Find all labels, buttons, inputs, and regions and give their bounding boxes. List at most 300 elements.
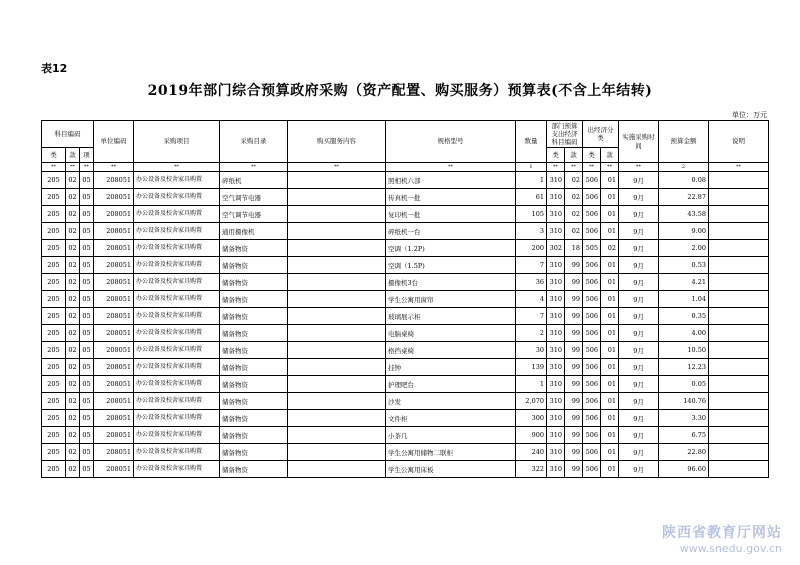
note-cell bbox=[709, 410, 769, 427]
amount-cell: 0.05 bbox=[659, 376, 709, 393]
econ-class-cell: 506 bbox=[583, 342, 601, 359]
econ-section-cell: 01 bbox=[601, 223, 619, 240]
project-cell: 办公设备及校舍家具购置 bbox=[134, 308, 220, 325]
section-cell: 02 bbox=[66, 257, 80, 274]
spec-cell: 学生公寓用储物二联柜 bbox=[386, 444, 516, 461]
marker-cell: ** bbox=[619, 163, 659, 172]
econ-section-cell: 01 bbox=[601, 206, 619, 223]
watermark bbox=[662, 522, 782, 555]
project-cell: 办公设备及校舍家具购置 bbox=[134, 172, 220, 189]
amount-cell: 3.30 bbox=[659, 410, 709, 427]
item-cell: 05 bbox=[80, 461, 94, 478]
spec-cell: 小茶几 bbox=[386, 427, 516, 444]
spec-cell: 护理吧台 bbox=[386, 376, 516, 393]
catalog-cell: 储备物资 bbox=[220, 359, 288, 376]
service-cell bbox=[288, 206, 386, 223]
spec-cell: 照相机六部 bbox=[386, 172, 516, 189]
unit-label: 单位：万元 bbox=[732, 111, 767, 119]
spec-cell: 复印机一批 bbox=[386, 206, 516, 223]
spec-cell: 摄像机3台 bbox=[386, 274, 516, 291]
plan-time-cell: 9月 bbox=[619, 291, 659, 308]
budget-section-cell: 99 bbox=[565, 308, 583, 325]
section-cell: 02 bbox=[66, 393, 80, 410]
budget-class-cell: 310 bbox=[547, 393, 565, 410]
catalog-cell: 储备物资 bbox=[220, 410, 288, 427]
unit-code-cell: 208051 bbox=[94, 325, 134, 342]
header-budget-class: 类 bbox=[547, 148, 565, 163]
service-cell bbox=[288, 427, 386, 444]
econ-section-cell: 01 bbox=[601, 461, 619, 478]
unit-code-cell: 208051 bbox=[94, 376, 134, 393]
plan-time-cell: 9月 bbox=[619, 393, 659, 410]
section-cell: 02 bbox=[66, 444, 80, 461]
budget-class-cell: 310 bbox=[547, 427, 565, 444]
project-cell: 办公设备及校舍家具购置 bbox=[134, 291, 220, 308]
class-cell: 205 bbox=[42, 444, 66, 461]
quantity-cell: 2 bbox=[516, 325, 547, 342]
unit-code-cell: 208051 bbox=[94, 410, 134, 427]
project-cell: 办公设备及校舍家具购置 bbox=[134, 393, 220, 410]
item-cell: 05 bbox=[80, 291, 94, 308]
quantity-cell: 200 bbox=[516, 240, 547, 257]
section-cell: 02 bbox=[66, 308, 80, 325]
item-cell: 05 bbox=[80, 325, 94, 342]
budget-class-cell: 310 bbox=[547, 291, 565, 308]
plan-time-cell: 9月 bbox=[619, 189, 659, 206]
catalog-cell: 储备物资 bbox=[220, 427, 288, 444]
unit-code-cell: 208051 bbox=[94, 461, 134, 478]
table-row bbox=[42, 325, 769, 342]
section-cell: 02 bbox=[66, 410, 80, 427]
budget-section-cell: 99 bbox=[565, 325, 583, 342]
section-cell: 02 bbox=[66, 376, 80, 393]
unit-code-cell: 208051 bbox=[94, 308, 134, 325]
econ-section-cell: 01 bbox=[601, 359, 619, 376]
marker-cell: 1 bbox=[516, 163, 547, 172]
service-cell bbox=[288, 393, 386, 410]
catalog-cell: 储备物资 bbox=[220, 257, 288, 274]
budget-class-cell: 310 bbox=[547, 308, 565, 325]
marker-cell: ** bbox=[386, 163, 516, 172]
service-cell bbox=[288, 342, 386, 359]
budget-section-cell: 99 bbox=[565, 410, 583, 427]
service-cell bbox=[288, 223, 386, 240]
econ-class-cell: 506 bbox=[583, 359, 601, 376]
unit-code-cell: 208051 bbox=[94, 189, 134, 206]
econ-class-cell: 506 bbox=[583, 376, 601, 393]
note-cell bbox=[709, 376, 769, 393]
marker-cell: ** bbox=[547, 163, 565, 172]
marker-cell: ** bbox=[601, 163, 619, 172]
class-cell: 205 bbox=[42, 240, 66, 257]
quantity-cell: 3 bbox=[516, 223, 547, 240]
unit-code-cell: 208051 bbox=[94, 206, 134, 223]
amount-cell: 6.75 bbox=[659, 427, 709, 444]
econ-section-cell: 01 bbox=[601, 393, 619, 410]
catalog-cell: 储备物资 bbox=[220, 461, 288, 478]
quantity-cell: 2,070 bbox=[516, 393, 547, 410]
section-cell: 02 bbox=[66, 342, 80, 359]
catalog-cell: 空气调节电器 bbox=[220, 206, 288, 223]
econ-section-cell: 01 bbox=[601, 291, 619, 308]
service-cell bbox=[288, 444, 386, 461]
catalog-cell: 储备物资 bbox=[220, 291, 288, 308]
budget-section-cell: 02 bbox=[565, 223, 583, 240]
quantity-cell: 1 bbox=[516, 172, 547, 189]
quantity-cell: 139 bbox=[516, 359, 547, 376]
quantity-cell: 300 bbox=[516, 410, 547, 427]
econ-class-cell: 506 bbox=[583, 444, 601, 461]
catalog-cell: 储备物资 bbox=[220, 274, 288, 291]
econ-section-cell: 01 bbox=[601, 325, 619, 342]
amount-cell: 96.60 bbox=[659, 461, 709, 478]
header-spec: 规格型号 bbox=[386, 121, 516, 163]
item-cell: 05 bbox=[80, 206, 94, 223]
header-service: 购买服务内容 bbox=[288, 121, 386, 163]
budget-class-cell: 310 bbox=[547, 410, 565, 427]
marker-cell: ** bbox=[220, 163, 288, 172]
econ-class-cell: 506 bbox=[583, 172, 601, 189]
econ-section-cell: 01 bbox=[601, 308, 619, 325]
econ-class-cell: 506 bbox=[583, 274, 601, 291]
plan-time-cell: 9月 bbox=[619, 240, 659, 257]
amount-cell: 12.23 bbox=[659, 359, 709, 376]
class-cell: 205 bbox=[42, 172, 66, 189]
section-cell: 02 bbox=[66, 427, 80, 444]
section-cell: 02 bbox=[66, 325, 80, 342]
service-cell bbox=[288, 410, 386, 427]
table-row bbox=[42, 240, 769, 257]
amount-cell: 1.04 bbox=[659, 291, 709, 308]
project-cell: 办公设备及校舍家具购置 bbox=[134, 427, 220, 444]
project-cell: 办公设备及校舍家具购置 bbox=[134, 206, 220, 223]
table-row bbox=[42, 172, 769, 189]
plan-time-cell: 9月 bbox=[619, 444, 659, 461]
table-row bbox=[42, 410, 769, 427]
spec-cell: 空调（1.5P) bbox=[386, 257, 516, 274]
catalog-cell: 碎纸机 bbox=[220, 172, 288, 189]
budget-class-cell: 302 bbox=[547, 240, 565, 257]
item-cell: 05 bbox=[80, 172, 94, 189]
marker-cell: ** bbox=[565, 163, 583, 172]
project-cell: 办公设备及校舍家具购置 bbox=[134, 223, 220, 240]
section-cell: 02 bbox=[66, 274, 80, 291]
class-cell: 205 bbox=[42, 257, 66, 274]
item-cell: 05 bbox=[80, 257, 94, 274]
budget-section-cell: 99 bbox=[565, 444, 583, 461]
unit-code-cell: 208051 bbox=[94, 223, 134, 240]
note-cell bbox=[709, 325, 769, 342]
table-row bbox=[42, 393, 769, 410]
service-cell bbox=[288, 257, 386, 274]
budget-class-cell: 310 bbox=[547, 342, 565, 359]
item-cell: 05 bbox=[80, 274, 94, 291]
project-cell: 办公设备及校舍家具购置 bbox=[134, 359, 220, 376]
plan-time-cell: 9月 bbox=[619, 325, 659, 342]
amount-cell: 22.80 bbox=[659, 444, 709, 461]
header-item: 项 bbox=[80, 148, 94, 163]
budget-class-cell: 310 bbox=[547, 274, 565, 291]
note-cell bbox=[709, 206, 769, 223]
service-cell bbox=[288, 325, 386, 342]
table-row bbox=[42, 461, 769, 478]
header-dept-budget: 部门预算支出经济科目编码 bbox=[547, 121, 583, 148]
econ-class-cell: 506 bbox=[583, 308, 601, 325]
spec-cell: 格挡桌椅 bbox=[386, 342, 516, 359]
header-amount: 预算金额 bbox=[659, 121, 709, 163]
amount-cell: 0.35 bbox=[659, 308, 709, 325]
class-cell: 205 bbox=[42, 274, 66, 291]
watermark-site-name: 陕西省教育厅网站 bbox=[662, 525, 782, 541]
quantity-cell: 30 bbox=[516, 342, 547, 359]
plan-time-cell: 9月 bbox=[619, 274, 659, 291]
amount-cell: 4.00 bbox=[659, 325, 709, 342]
spec-cell: 学生公寓用窗帘 bbox=[386, 291, 516, 308]
econ-class-cell: 506 bbox=[583, 461, 601, 478]
project-cell: 办公设备及校舍家具购置 bbox=[134, 461, 220, 478]
table-number: 表12 bbox=[41, 62, 68, 75]
item-cell: 05 bbox=[80, 444, 94, 461]
header-econ-class: 类 bbox=[583, 148, 601, 163]
amount-cell: 140.76 bbox=[659, 393, 709, 410]
amount-cell: 22.87 bbox=[659, 189, 709, 206]
note-cell bbox=[709, 291, 769, 308]
quantity-cell: 105 bbox=[516, 206, 547, 223]
catalog-cell: 储备物资 bbox=[220, 240, 288, 257]
marker-cell: ** bbox=[80, 163, 94, 172]
marker-cell: ** bbox=[583, 163, 601, 172]
plan-time-cell: 9月 bbox=[619, 410, 659, 427]
quantity-cell: 900 bbox=[516, 427, 547, 444]
budget-class-cell: 310 bbox=[547, 189, 565, 206]
table-row bbox=[42, 291, 769, 308]
note-cell bbox=[709, 427, 769, 444]
service-cell bbox=[288, 172, 386, 189]
item-cell: 05 bbox=[80, 342, 94, 359]
note-cell bbox=[709, 240, 769, 257]
service-cell bbox=[288, 359, 386, 376]
catalog-cell: 储备物资 bbox=[220, 393, 288, 410]
note-cell bbox=[709, 359, 769, 376]
note-cell bbox=[709, 172, 769, 189]
service-cell bbox=[288, 189, 386, 206]
econ-section-cell: 01 bbox=[601, 410, 619, 427]
table-row bbox=[42, 308, 769, 325]
amount-cell: 10.50 bbox=[659, 342, 709, 359]
section-cell: 02 bbox=[66, 223, 80, 240]
catalog-cell: 储备物资 bbox=[220, 376, 288, 393]
watermark-url: www.snedu.gov.cn bbox=[679, 542, 782, 555]
plan-time-cell: 9月 bbox=[619, 359, 659, 376]
budget-class-cell: 310 bbox=[547, 257, 565, 274]
table-row bbox=[42, 206, 769, 223]
class-cell: 205 bbox=[42, 342, 66, 359]
amount-cell: 4.21 bbox=[659, 274, 709, 291]
service-cell bbox=[288, 274, 386, 291]
amount-cell: 43.58 bbox=[659, 206, 709, 223]
quantity-cell: 61 bbox=[516, 189, 547, 206]
econ-class-cell: 506 bbox=[583, 291, 601, 308]
project-cell: 办公设备及校舍家具购置 bbox=[134, 257, 220, 274]
unit-code-cell: 208051 bbox=[94, 359, 134, 376]
header-econ: 出经济分类 bbox=[583, 121, 619, 148]
project-cell: 办公设备及校舍家具购置 bbox=[134, 325, 220, 342]
budget-section-cell: 02 bbox=[565, 206, 583, 223]
unit-code-cell: 208051 bbox=[94, 257, 134, 274]
econ-class-cell: 506 bbox=[583, 427, 601, 444]
budget-section-cell: 99 bbox=[565, 376, 583, 393]
budget-section-cell: 18 bbox=[565, 240, 583, 257]
class-cell: 205 bbox=[42, 223, 66, 240]
note-cell bbox=[709, 274, 769, 291]
project-cell: 办公设备及校舍家具购置 bbox=[134, 376, 220, 393]
budget-table bbox=[41, 120, 769, 478]
service-cell bbox=[288, 461, 386, 478]
quantity-cell: 1 bbox=[516, 376, 547, 393]
note-cell bbox=[709, 393, 769, 410]
class-cell: 205 bbox=[42, 376, 66, 393]
service-cell bbox=[288, 240, 386, 257]
marker-cell: 2 bbox=[659, 163, 709, 172]
note-cell bbox=[709, 342, 769, 359]
item-cell: 05 bbox=[80, 376, 94, 393]
service-cell bbox=[288, 376, 386, 393]
plan-time-cell: 9月 bbox=[619, 172, 659, 189]
econ-section-cell: 01 bbox=[601, 342, 619, 359]
plan-time-cell: 9月 bbox=[619, 376, 659, 393]
table-row bbox=[42, 342, 769, 359]
table-row bbox=[42, 274, 769, 291]
section-cell: 02 bbox=[66, 461, 80, 478]
unit-code-cell: 208051 bbox=[94, 172, 134, 189]
note-cell bbox=[709, 257, 769, 274]
marker-row bbox=[42, 163, 769, 172]
project-cell: 办公设备及校舍家具购置 bbox=[134, 240, 220, 257]
unit-code-cell: 208051 bbox=[94, 342, 134, 359]
budget-class-cell: 310 bbox=[547, 223, 565, 240]
budget-section-cell: 99 bbox=[565, 461, 583, 478]
econ-class-cell: 506 bbox=[583, 206, 601, 223]
class-cell: 205 bbox=[42, 461, 66, 478]
amount-cell: 2.00 bbox=[659, 240, 709, 257]
item-cell: 05 bbox=[80, 240, 94, 257]
spec-cell: 玻璃展示柜 bbox=[386, 308, 516, 325]
service-cell bbox=[288, 291, 386, 308]
spec-cell: 挂钟 bbox=[386, 359, 516, 376]
header-econ-section: 款 bbox=[601, 148, 619, 163]
amount-cell: 0.53 bbox=[659, 257, 709, 274]
marker-cell: ** bbox=[709, 163, 769, 172]
item-cell: 05 bbox=[80, 223, 94, 240]
econ-class-cell: 505 bbox=[583, 240, 601, 257]
note-cell bbox=[709, 223, 769, 240]
econ-section-cell: 01 bbox=[601, 444, 619, 461]
section-cell: 02 bbox=[66, 189, 80, 206]
class-cell: 205 bbox=[42, 410, 66, 427]
amount-cell: 9.00 bbox=[659, 223, 709, 240]
budget-class-cell: 310 bbox=[547, 206, 565, 223]
catalog-cell: 储备物资 bbox=[220, 342, 288, 359]
quantity-cell: 36 bbox=[516, 274, 547, 291]
spec-cell: 空调（1.2P) bbox=[386, 240, 516, 257]
header-budget-section: 款 bbox=[565, 148, 583, 163]
table-row bbox=[42, 223, 769, 240]
econ-section-cell: 01 bbox=[601, 189, 619, 206]
marker-cell: ** bbox=[288, 163, 386, 172]
unit-code-cell: 208051 bbox=[94, 240, 134, 257]
catalog-cell: 通用摄像机 bbox=[220, 223, 288, 240]
class-cell: 205 bbox=[42, 291, 66, 308]
note-cell bbox=[709, 461, 769, 478]
quantity-cell: 7 bbox=[516, 257, 547, 274]
quantity-cell: 240 bbox=[516, 444, 547, 461]
econ-section-cell: 02 bbox=[601, 240, 619, 257]
econ-section-cell: 01 bbox=[601, 172, 619, 189]
spec-cell: 电脑桌椅 bbox=[386, 325, 516, 342]
section-cell: 02 bbox=[66, 206, 80, 223]
budget-class-cell: 310 bbox=[547, 359, 565, 376]
spec-cell: 沙发 bbox=[386, 393, 516, 410]
plan-time-cell: 9月 bbox=[619, 427, 659, 444]
section-cell: 02 bbox=[66, 291, 80, 308]
class-cell: 205 bbox=[42, 206, 66, 223]
unit-code-cell: 208051 bbox=[94, 427, 134, 444]
plan-time-cell: 9月 bbox=[619, 461, 659, 478]
class-cell: 205 bbox=[42, 393, 66, 410]
item-cell: 05 bbox=[80, 393, 94, 410]
unit-code-cell: 208051 bbox=[94, 291, 134, 308]
budget-section-cell: 02 bbox=[565, 172, 583, 189]
econ-class-cell: 506 bbox=[583, 257, 601, 274]
item-cell: 05 bbox=[80, 427, 94, 444]
project-cell: 办公设备及校舍家具购置 bbox=[134, 342, 220, 359]
section-cell: 02 bbox=[66, 172, 80, 189]
document-title: 2019年部门综合预算政府采购（资产配置、购买服务）预算表(不含上年结转) bbox=[147, 83, 653, 99]
budget-class-cell: 310 bbox=[547, 461, 565, 478]
marker-cell: ** bbox=[42, 163, 66, 172]
plan-time-cell: 9月 bbox=[619, 257, 659, 274]
class-cell: 205 bbox=[42, 427, 66, 444]
note-cell bbox=[709, 444, 769, 461]
header-section: 款 bbox=[66, 148, 80, 163]
budget-class-cell: 310 bbox=[547, 325, 565, 342]
table-row bbox=[42, 359, 769, 376]
quantity-cell: 4 bbox=[516, 291, 547, 308]
table-row bbox=[42, 444, 769, 461]
table-body bbox=[42, 172, 769, 478]
econ-section-cell: 01 bbox=[601, 376, 619, 393]
spec-cell: 传真机一批 bbox=[386, 189, 516, 206]
budget-section-cell: 99 bbox=[565, 274, 583, 291]
marker-cell: ** bbox=[134, 163, 220, 172]
econ-class-cell: 506 bbox=[583, 325, 601, 342]
section-cell: 02 bbox=[66, 240, 80, 257]
amount-cell: 0.08 bbox=[659, 172, 709, 189]
plan-time-cell: 9月 bbox=[619, 206, 659, 223]
budget-class-cell: 310 bbox=[547, 376, 565, 393]
plan-time-cell: 9月 bbox=[619, 342, 659, 359]
table-row bbox=[42, 189, 769, 206]
item-cell: 05 bbox=[80, 189, 94, 206]
catalog-cell: 储备物资 bbox=[220, 444, 288, 461]
budget-section-cell: 99 bbox=[565, 342, 583, 359]
header-plan-time: 实施采购时间 bbox=[619, 121, 659, 163]
budget-section-cell: 99 bbox=[565, 393, 583, 410]
note-cell bbox=[709, 308, 769, 325]
spec-cell: 碎纸机一台 bbox=[386, 223, 516, 240]
item-cell: 05 bbox=[80, 359, 94, 376]
budget-section-cell: 02 bbox=[565, 189, 583, 206]
